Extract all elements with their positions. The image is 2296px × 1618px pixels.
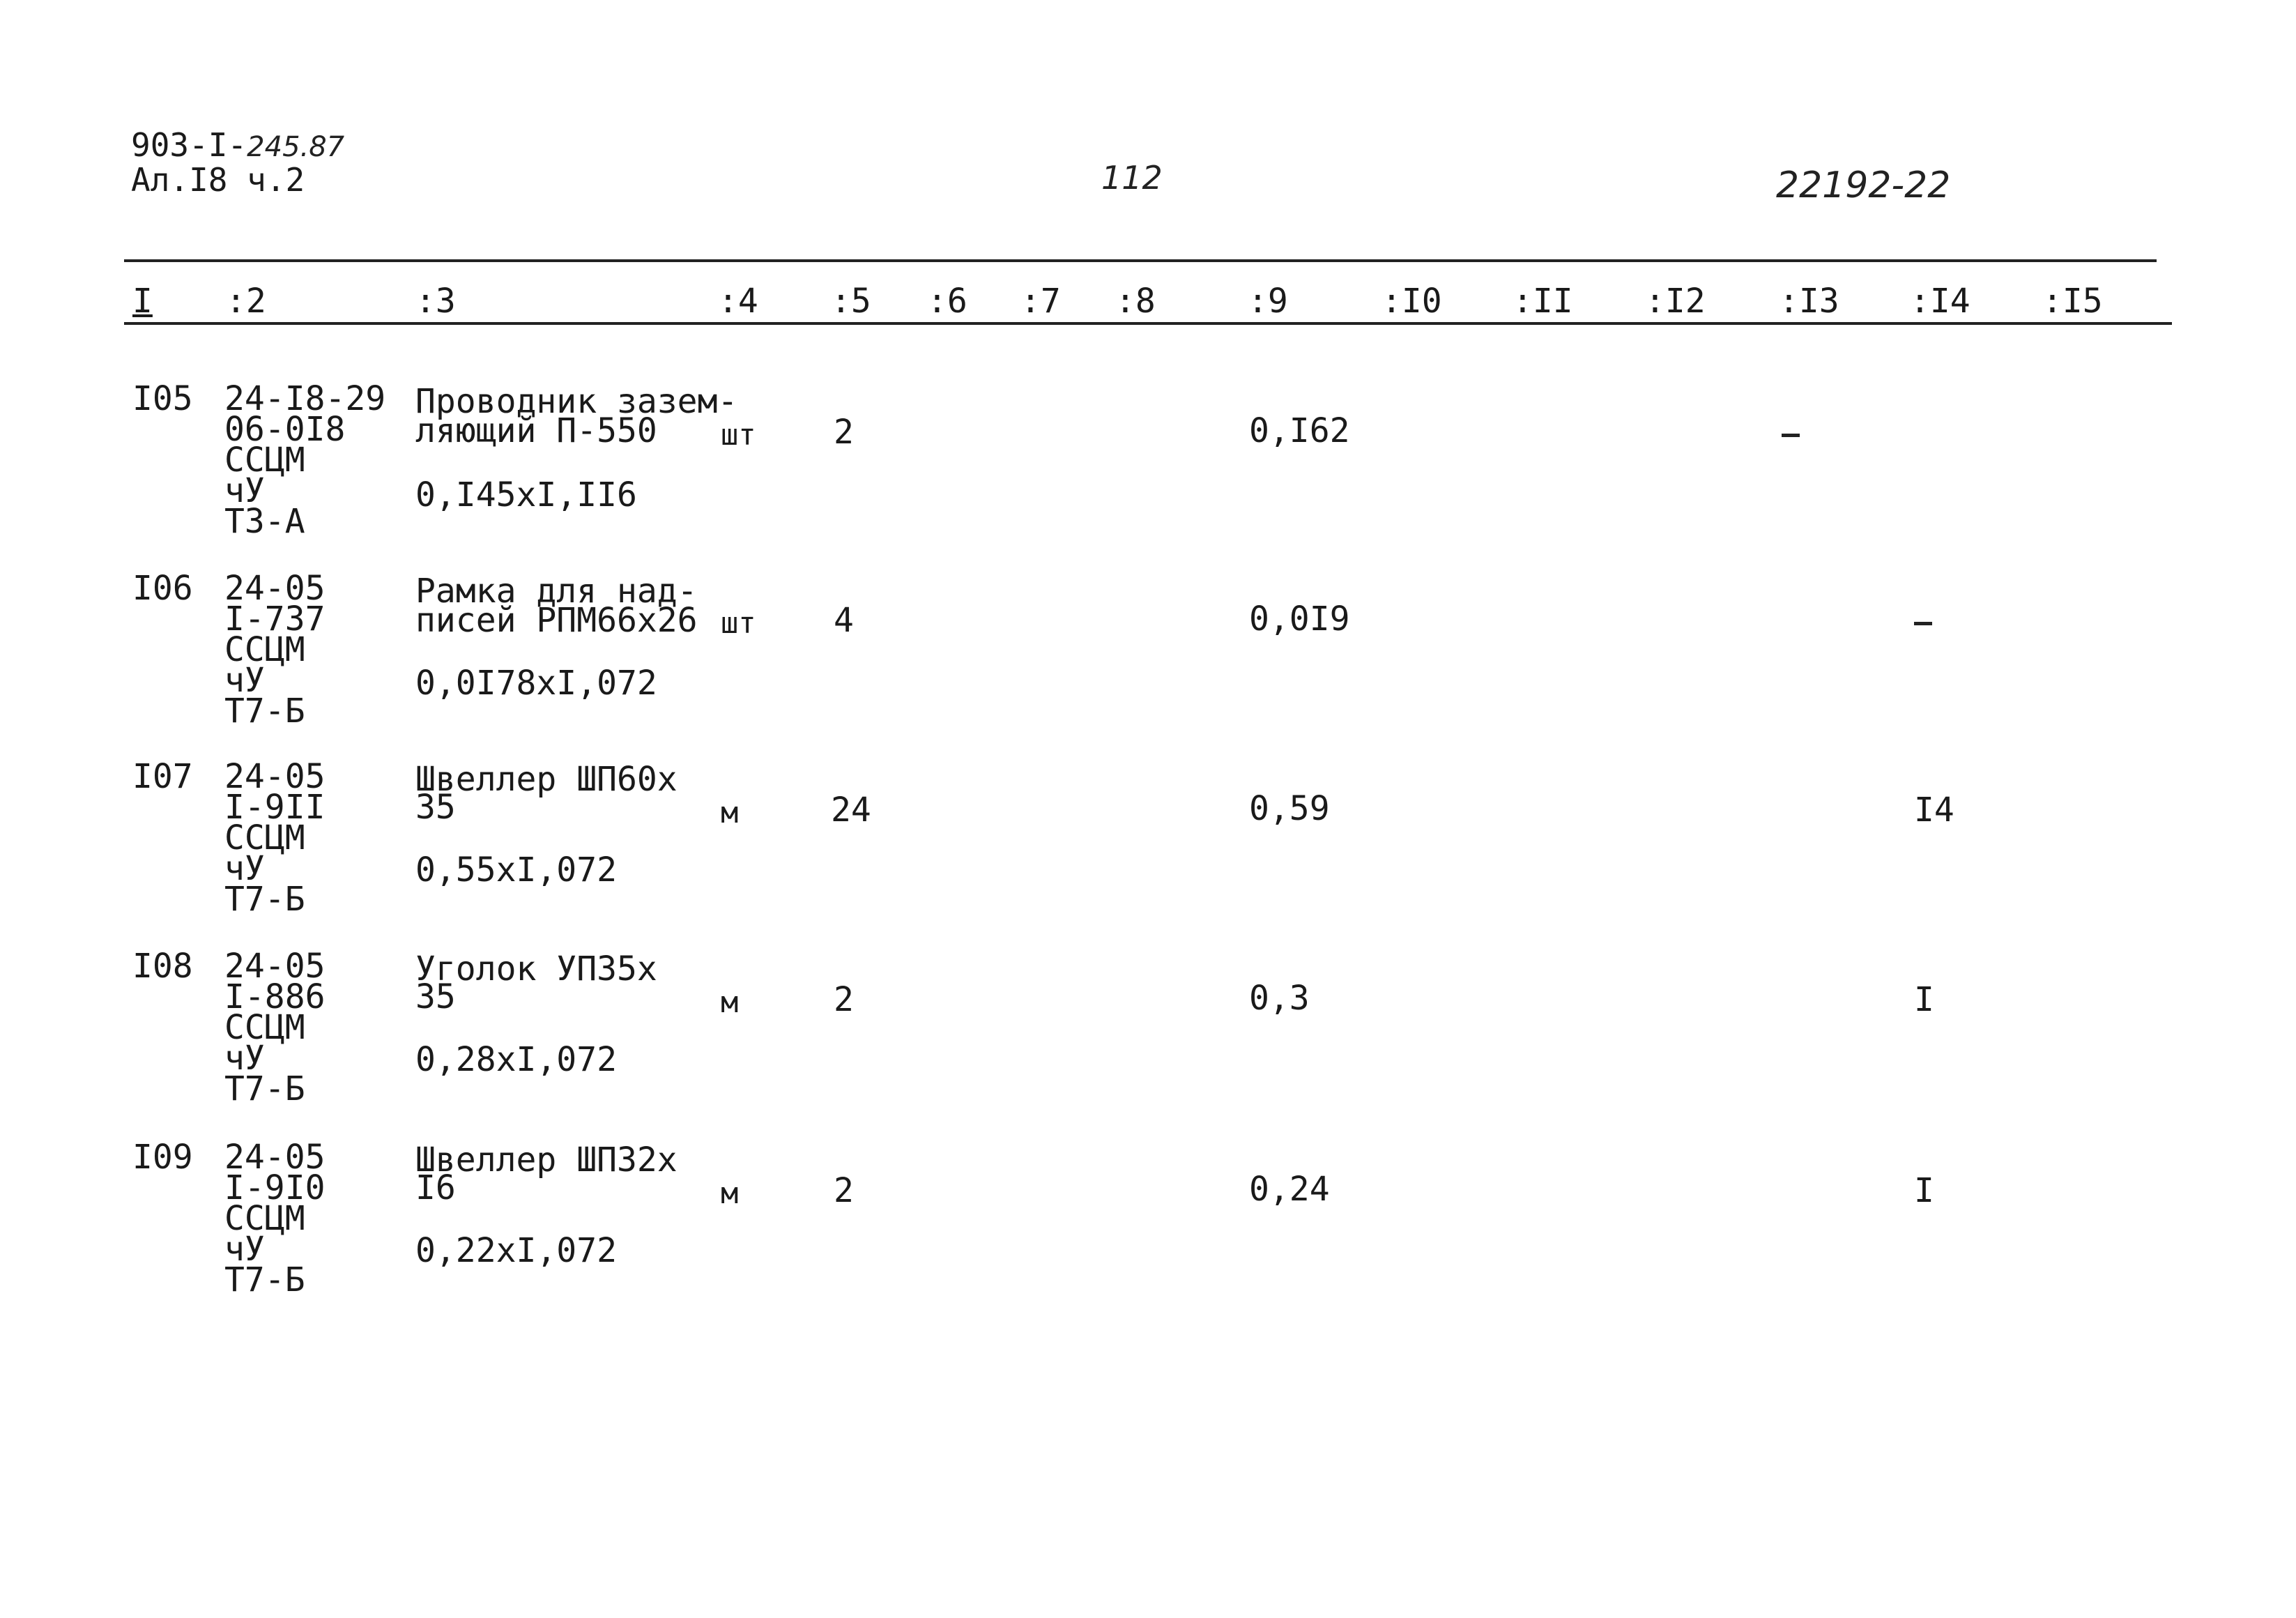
code-line: ССЦМ — [224, 1199, 305, 1238]
code-line: I-9I0 — [224, 1168, 326, 1207]
unit: м — [721, 1176, 739, 1210]
code-line: Т7-Б — [224, 1260, 305, 1299]
code-line: Т7-Б — [224, 692, 305, 731]
item-name-line: Швеллер ШП60х — [415, 760, 678, 799]
item-name-line: писей РПМ66х26 — [415, 601, 698, 640]
item-name-line: 35 — [415, 788, 456, 827]
doc-code-handwritten: 245.87 — [247, 131, 345, 163]
quantity: 2 — [834, 980, 854, 1019]
album-part: Ал.I8 ч.2 — [131, 161, 305, 199]
code-line: чУ — [224, 1039, 265, 1078]
code-line: 24-05 — [224, 1138, 326, 1177]
unit: м — [721, 795, 739, 830]
item-name-line: 35 — [415, 977, 456, 1016]
code-line: ССЦМ — [224, 818, 305, 857]
doc-code-prefix: 903-I- — [131, 126, 247, 164]
item-formula: 0,22xI,072 — [415, 1231, 617, 1270]
col9-value: 0,0I9 — [1249, 600, 1350, 639]
code-line: 24-05 — [224, 947, 326, 986]
item-name-line: Уголок УП35х — [415, 949, 657, 989]
col14-value: I — [1914, 980, 1934, 1019]
code-line: ССЦМ — [224, 630, 305, 669]
unit: м — [721, 985, 739, 1019]
col-header-8: :8 — [1115, 282, 1156, 321]
code-line: Т3-А — [224, 502, 305, 541]
quantity: 4 — [834, 601, 854, 640]
code-line: 24-05 — [224, 569, 326, 608]
item-formula: 0,0I78xI,072 — [415, 664, 657, 703]
code-line: 06-0I8 — [224, 410, 346, 449]
item-name-line: ляющий П-550 — [415, 411, 657, 450]
col-header-12: :I2 — [1645, 282, 1706, 321]
row-number: I07 — [132, 757, 193, 796]
col-header-2: :2 — [226, 282, 266, 321]
code-line: Т7-Б — [224, 1069, 305, 1108]
doc-number: 22192-22 — [1776, 165, 1951, 206]
code-line: Т7-Б — [224, 880, 305, 919]
col-header-6: :6 — [927, 282, 967, 321]
header-rule — [124, 322, 2172, 325]
quantity: 2 — [834, 413, 854, 452]
item-formula: 0,55xI,072 — [415, 850, 617, 890]
item-formula: 0,28xI,072 — [415, 1040, 617, 1079]
col9-value: 0,3 — [1249, 979, 1310, 1018]
col-header-3: :3 — [415, 282, 456, 321]
unit: шт — [721, 606, 756, 640]
item-name-line: Проводник зазем- — [415, 382, 738, 421]
row-number: I05 — [132, 379, 193, 418]
col9-value: 0,24 — [1249, 1170, 1330, 1209]
code-line: I-737 — [224, 600, 326, 639]
code-line: чУ — [224, 849, 265, 888]
col9-value: 0,59 — [1249, 789, 1330, 828]
code-line: ССЦМ — [224, 1008, 305, 1047]
code-line: I-9II — [224, 788, 326, 827]
code-line: ССЦМ — [224, 441, 305, 480]
col14-dash — [1914, 622, 1932, 625]
code-line: чУ — [224, 471, 265, 510]
code-line: 24-I8-29 — [224, 379, 386, 418]
col-header-15: :I5 — [2042, 282, 2103, 321]
code-line: чУ — [224, 661, 265, 700]
col-header-4: :4 — [718, 282, 758, 321]
page-number: 112 — [1101, 159, 1163, 197]
col-header-1: I — [132, 282, 153, 321]
col-header-14: :I4 — [1910, 282, 1970, 321]
item-name-line: Швеллер ШП32х — [415, 1140, 678, 1180]
col-header-10: :I0 — [1382, 282, 1442, 321]
col-header-7: :7 — [1020, 282, 1061, 321]
top-rule — [124, 259, 2157, 262]
code-line: 24-05 — [224, 757, 326, 796]
doc-code — [131, 126, 345, 164]
col14-value: I — [1914, 1171, 1934, 1210]
col-header-5: :5 — [831, 282, 871, 321]
col-header-11: :II — [1513, 282, 1573, 321]
item-name-line: Рамка для над- — [415, 572, 698, 611]
item-formula: 0,I45xI,II6 — [415, 475, 637, 514]
col9-value: 0,I62 — [1249, 411, 1350, 450]
unit: шт — [721, 418, 756, 452]
code-line: I-886 — [224, 977, 326, 1016]
col14-value: I4 — [1914, 791, 1954, 830]
code-line: чУ — [224, 1230, 265, 1269]
row-number: I06 — [132, 569, 193, 608]
col-header-9: :9 — [1248, 282, 1288, 321]
col-header-13: :I3 — [1779, 282, 1839, 321]
row-number: I08 — [132, 947, 193, 986]
quantity: 24 — [831, 791, 871, 830]
row-number: I09 — [132, 1138, 193, 1177]
col13-dash — [1782, 434, 1800, 437]
quantity: 2 — [834, 1171, 854, 1210]
item-name-line: I6 — [415, 1168, 456, 1207]
